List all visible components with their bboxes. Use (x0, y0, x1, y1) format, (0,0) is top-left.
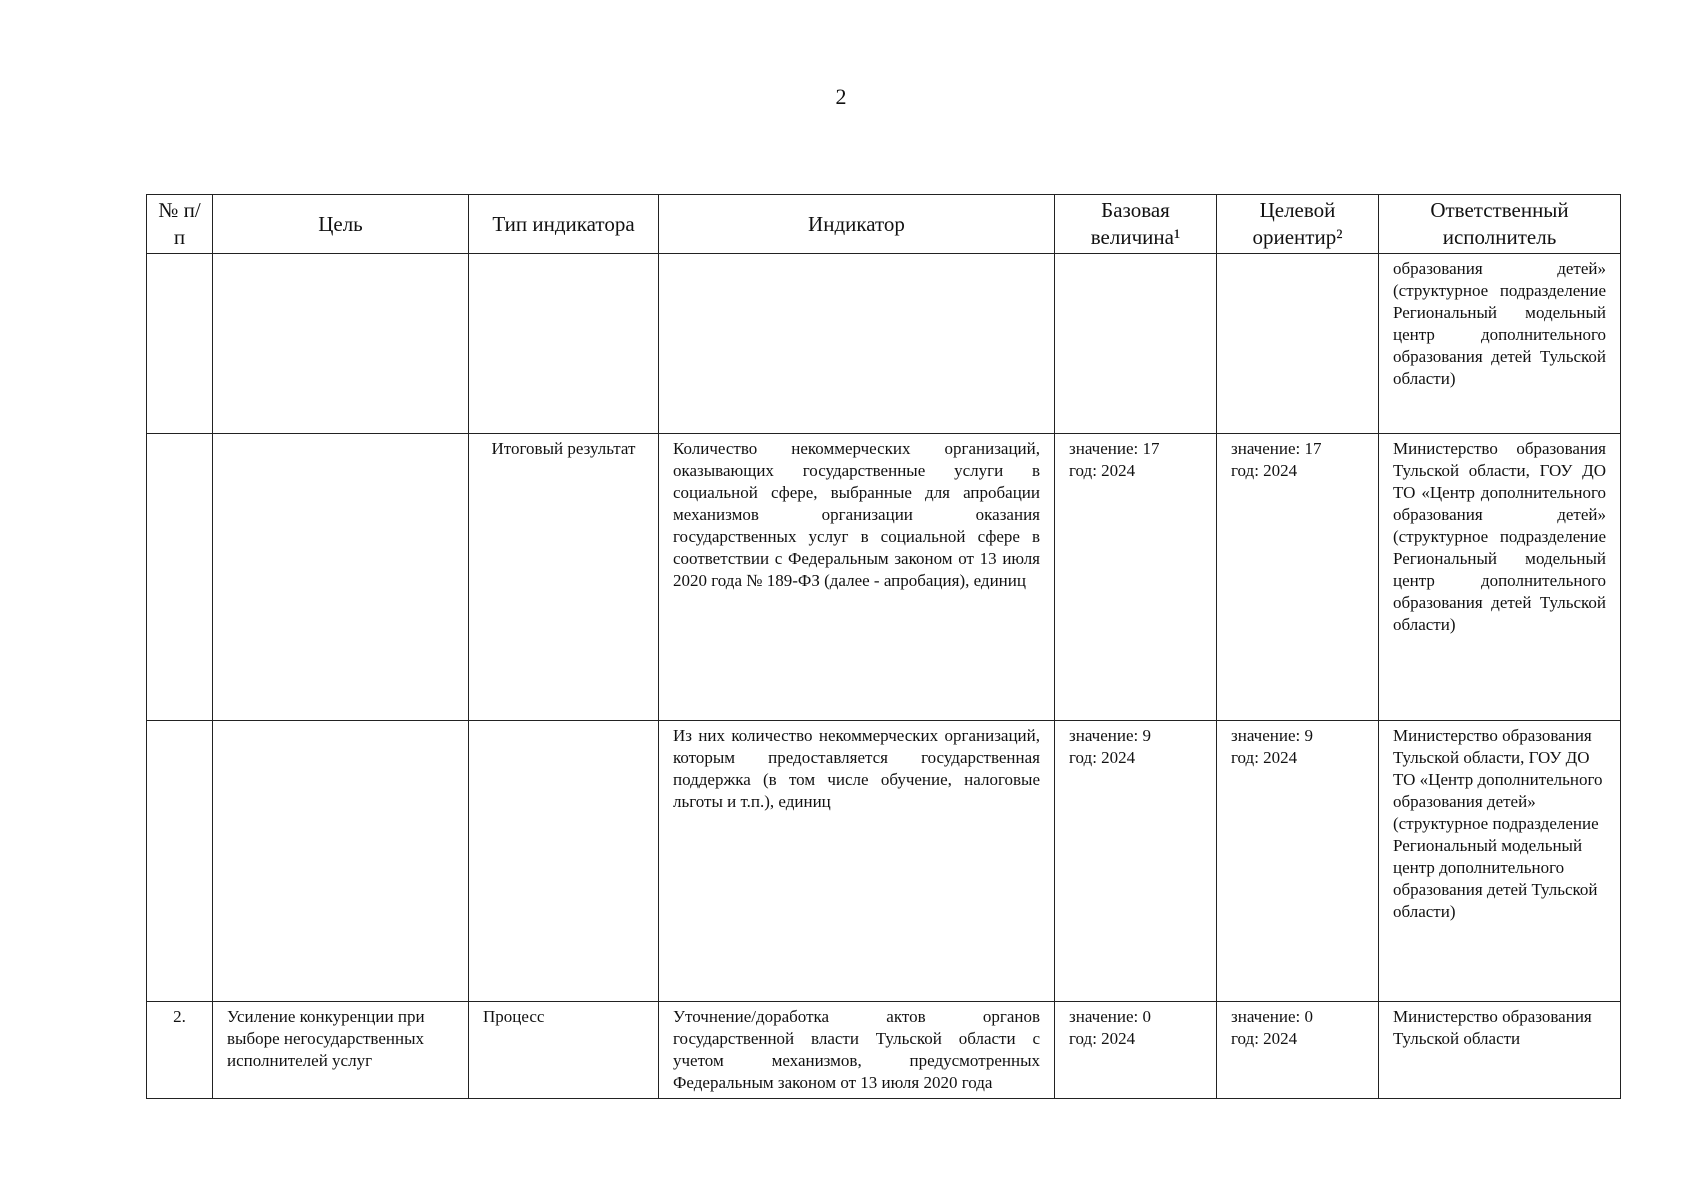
row-responsible: Министерство образования Тульской области (1379, 1002, 1621, 1099)
row-target (1217, 434, 1379, 721)
base-value: значение: 17 (1069, 439, 1160, 458)
row-type (469, 254, 659, 434)
row-base (1055, 254, 1217, 434)
table-row (147, 1002, 1621, 1099)
row-num: 2. (147, 1002, 213, 1099)
row-indicator: Из них количество некоммерческих организаций, которым предоставляется государственная поддержка (в том числе обучение, налоговые льготы и т.п.), единиц (659, 721, 1055, 1002)
row-type: Итоговый результат (469, 434, 659, 721)
row-responsible: образования детей» (структурное подразделение Региональный модельный центр дополнительного образования детей Тульской области) (1379, 254, 1621, 434)
target-year: год: 2024 (1231, 1029, 1298, 1048)
indicators-table (146, 194, 1621, 1099)
row-target (1217, 721, 1379, 1002)
base-year: год: 2024 (1069, 461, 1136, 480)
target-value: значение: 17 (1231, 439, 1322, 458)
header-goal: Цель (213, 195, 469, 254)
row-base (1055, 434, 1217, 721)
table-row (147, 721, 1621, 1002)
table-row (147, 254, 1621, 434)
row-indicator: Количество некоммерческих организаций, оказывающих государственные услуги в социальной сфере, выбранные для апробации механизмов организации оказания государственных услуг в социальной сфере в соответствии с Федеральным законом от 13 июля 2020 года № 189-ФЗ (далее - апробация), единиц (659, 434, 1055, 721)
row-goal (213, 721, 469, 1002)
header-type: Тип индикатора (469, 195, 659, 254)
header-base: Базовая величина¹ (1055, 195, 1217, 254)
row-num (147, 434, 213, 721)
row-responsible: Министерство образования Тульской области, ГОУ ДО ТО «Центр дополнительного образования детей» (структурное подразделение Региональный модельный центр дополнительного образования детей Тульской области) (1379, 434, 1621, 721)
target-value: значение: 9 (1231, 726, 1313, 745)
row-responsible: Министерство образования Тульской области, ГОУ ДО ТО «Центр дополнительного образования детей» (структурное подразделение Региональный модельный центр дополнительного образования детей Тульской области) (1379, 721, 1621, 1002)
header-num: № п/п (147, 195, 213, 254)
row-goal (213, 434, 469, 721)
row-base (1055, 721, 1217, 1002)
base-year: год: 2024 (1069, 748, 1136, 767)
row-target (1217, 1002, 1379, 1099)
row-goal (213, 254, 469, 434)
table-row (147, 434, 1621, 721)
base-value: значение: 9 (1069, 726, 1151, 745)
base-year: год: 2024 (1069, 1029, 1136, 1048)
row-target (1217, 254, 1379, 434)
row-type (469, 721, 659, 1002)
row-indicator: Уточнение/доработка актов органов государственной власти Тульской области с учетом механизмов, предусмотренных Федеральным законом от 13 июля 2020 года (659, 1002, 1055, 1099)
target-year: год: 2024 (1231, 748, 1298, 767)
header-responsible: Ответственный исполнитель (1379, 195, 1621, 254)
row-num (147, 254, 213, 434)
page-number: 2 (835, 84, 847, 109)
target-value: значение: 0 (1231, 1007, 1313, 1026)
row-type: Процесс (469, 1002, 659, 1099)
header-target: Целевой ориентир² (1217, 195, 1379, 254)
header-row (147, 195, 1621, 254)
base-value: значение: 0 (1069, 1007, 1151, 1026)
header-indicator: Индикатор (659, 195, 1055, 254)
target-year: год: 2024 (1231, 461, 1298, 480)
row-num (147, 721, 213, 1002)
row-goal: Усиление конкуренции при выборе негосударственных исполнителей услуг (213, 1002, 469, 1099)
row-indicator (659, 254, 1055, 434)
row-base (1055, 1002, 1217, 1099)
